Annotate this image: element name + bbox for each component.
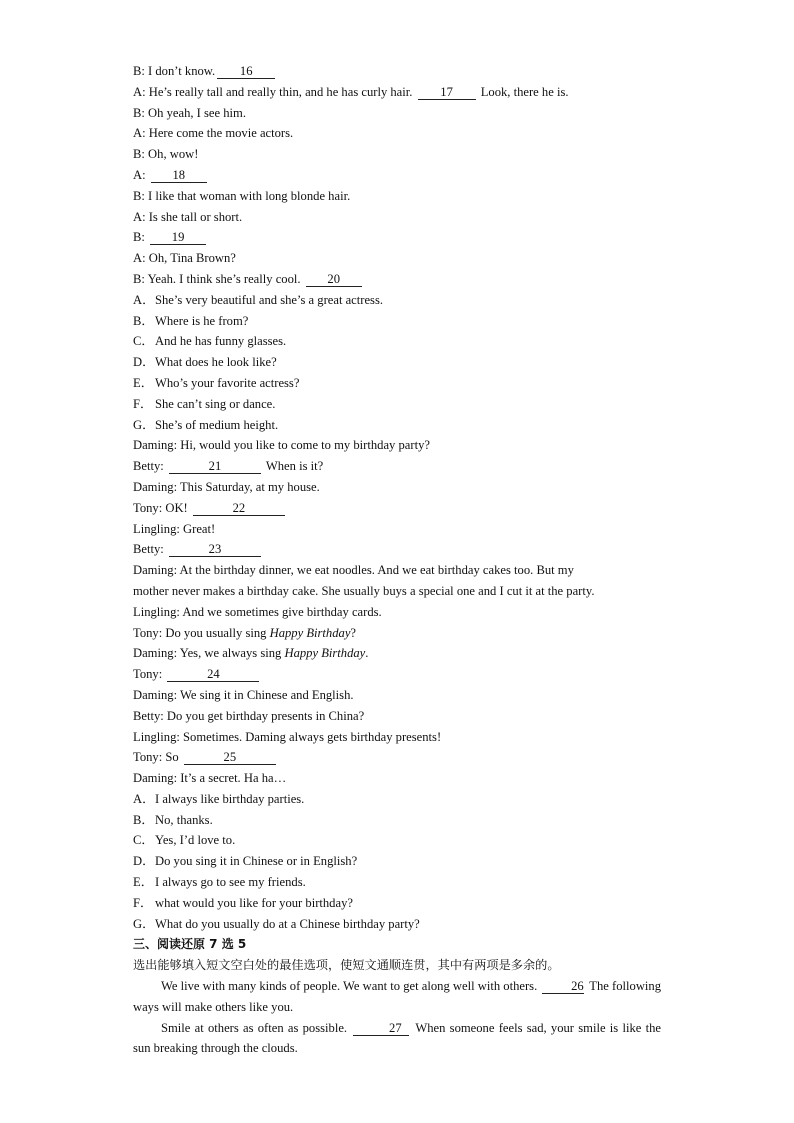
dialogue-2 bbox=[133, 435, 661, 789]
option-item bbox=[133, 851, 661, 872]
dialogue-line: Daming: Hi, would you like to come to my birthday party? bbox=[133, 438, 430, 453]
option-text: What do you usually do at a Chinese birthday party? bbox=[155, 916, 420, 931]
line-text: A: Oh, Tina Brown? bbox=[133, 251, 236, 266]
line-text: Daming: Yes, we always sing bbox=[133, 646, 285, 661]
paragraph-text: When someone feels sad, your smile is like the sun breaking through the clouds. bbox=[133, 1020, 661, 1056]
dialogue-line bbox=[133, 186, 661, 207]
line-text: . bbox=[365, 646, 369, 661]
answer-blank-21: 21 bbox=[169, 459, 261, 474]
option-text: She can’t sing or dance. bbox=[155, 396, 276, 411]
passage-paragraph bbox=[133, 1018, 661, 1060]
option-item bbox=[133, 810, 661, 831]
line-text: A: Here come the movie actors. bbox=[133, 126, 294, 141]
dialogue-line bbox=[133, 207, 661, 228]
line-text: B: I don’t know. bbox=[133, 64, 216, 78]
line-text: Tony: So bbox=[133, 750, 182, 765]
option-letter: A． bbox=[133, 292, 155, 307]
dialogue-line bbox=[133, 103, 661, 124]
answer-blank-22: 22 bbox=[193, 501, 285, 516]
option-text: She’s of medium height. bbox=[155, 417, 279, 432]
option-letter: G． bbox=[133, 916, 155, 931]
dialogue-line bbox=[133, 248, 661, 269]
song-title: Happy Birthday bbox=[284, 646, 366, 661]
option-item bbox=[133, 830, 661, 851]
line-text: Tony: Do you usually sing bbox=[133, 625, 270, 640]
line-text: Tony: OK! bbox=[133, 500, 191, 515]
dialogue-line bbox=[133, 498, 661, 519]
option-text: Who’s your favorite actress? bbox=[155, 375, 300, 390]
line-text: Tony: bbox=[133, 667, 166, 682]
line-text: ? bbox=[350, 625, 356, 640]
dialogue-line: Daming: It’s a secret. Ha ha… bbox=[133, 771, 287, 786]
dialogue-line bbox=[133, 82, 661, 103]
line-text: When is it? bbox=[262, 459, 324, 474]
option-letter: C． bbox=[133, 334, 154, 349]
answer-blank-19: 19 bbox=[150, 230, 206, 245]
dialogue-line bbox=[133, 61, 661, 82]
worksheet-page bbox=[133, 61, 661, 1059]
option-letter: A． bbox=[133, 791, 155, 806]
option-text: What does he look like? bbox=[155, 355, 277, 370]
answer-blank-26: 26 bbox=[542, 979, 584, 994]
option-text: Do you sing it in Chinese or in English? bbox=[155, 854, 358, 869]
option-text: Yes, I’d love to. bbox=[155, 833, 236, 848]
dialogue-line bbox=[133, 227, 661, 248]
line-text: A: bbox=[133, 167, 149, 182]
line-text: A: Is she tall or short. bbox=[133, 209, 243, 224]
dialogue-line bbox=[133, 165, 661, 186]
options-list-2 bbox=[133, 789, 661, 935]
option-text: She’s very beautiful and she’s a great actress. bbox=[155, 292, 384, 307]
answer-blank-18: 18 bbox=[151, 168, 207, 183]
song-title: Happy Birthday bbox=[269, 625, 351, 640]
option-text: what would you like for your birthday? bbox=[155, 895, 353, 910]
dialogue-line bbox=[133, 539, 661, 560]
option-letter: D． bbox=[133, 854, 155, 869]
dialogue-line bbox=[133, 664, 661, 685]
section-heading: 三、阅读还原 7 选 5 bbox=[133, 937, 247, 952]
answer-blank-27: 27 bbox=[353, 1021, 409, 1036]
answer-blank-24: 24 bbox=[167, 667, 259, 682]
line-text: Look, there he is. bbox=[477, 84, 569, 99]
dialogue-line bbox=[133, 643, 661, 664]
option-item bbox=[133, 914, 661, 935]
option-item bbox=[133, 893, 661, 914]
answer-blank-16: 16 bbox=[217, 64, 275, 79]
dialogue-line: Lingling: And we sometimes give birthday cards. bbox=[133, 604, 382, 619]
option-text: And he has funny glasses. bbox=[155, 334, 287, 349]
option-letter: B． bbox=[133, 812, 154, 827]
line-text: B: Oh yeah, I see him. bbox=[133, 105, 246, 120]
option-item bbox=[133, 290, 661, 311]
dialogue-line: Lingling: Sometimes. Daming always gets birthday presents! bbox=[133, 729, 442, 744]
option-item bbox=[133, 373, 661, 394]
paragraph-text: The following ways will make others like you. bbox=[133, 979, 662, 1014]
option-item bbox=[133, 311, 661, 332]
dialogue-line: mother never makes a birthday cake. She usually buys a special one and I cut it at the party. bbox=[133, 583, 595, 598]
option-letter: D． bbox=[133, 355, 155, 370]
dialogue-line bbox=[133, 623, 661, 644]
option-text: Where is he from? bbox=[155, 313, 249, 328]
passage-paragraph bbox=[133, 976, 661, 1018]
line-text: Betty: bbox=[133, 542, 167, 557]
dialogue-line: Daming: We sing it in Chinese and English. bbox=[133, 687, 354, 702]
line-text: B: bbox=[133, 230, 149, 245]
option-item bbox=[133, 872, 661, 893]
answer-blank-17: 17 bbox=[418, 85, 476, 100]
option-letter: B． bbox=[133, 313, 154, 328]
answer-blank-25: 25 bbox=[184, 750, 276, 765]
paragraph-text: Smile at others as often as possible. bbox=[161, 1020, 352, 1035]
options-list-1 bbox=[133, 290, 661, 436]
dialogue-line bbox=[133, 456, 661, 477]
line-text: A: He’s really tall and really thin, and he has curly hair. bbox=[133, 84, 416, 99]
dialogue-1 bbox=[133, 61, 661, 290]
dialogue-line: Daming: At the birthday dinner, we eat noodles. And we eat birthday cakes too. But my bbox=[133, 563, 574, 578]
answer-blank-20: 20 bbox=[306, 272, 362, 287]
section-3 bbox=[133, 934, 661, 1059]
section-instruction: 选出能够填入短文空白处的最佳选项，使短文通顺连贯，其中有两项是多余的。 bbox=[133, 958, 560, 973]
option-text: No, thanks. bbox=[155, 812, 213, 827]
dialogue-line bbox=[133, 269, 661, 290]
dialogue-line bbox=[133, 144, 661, 165]
dialogue-line: Betty: Do you get birthday presents in China? bbox=[133, 708, 365, 723]
option-letter: E． bbox=[133, 875, 154, 890]
dialogue-line bbox=[133, 123, 661, 144]
option-letter: F． bbox=[133, 895, 153, 910]
line-text: B: I like that woman with long blonde hair. bbox=[133, 188, 351, 203]
option-letter: G． bbox=[133, 417, 155, 432]
option-text: I always go to see my friends. bbox=[155, 875, 306, 890]
option-item bbox=[133, 394, 661, 415]
line-text: Betty: bbox=[133, 459, 167, 474]
option-item bbox=[133, 415, 661, 436]
dialogue-line bbox=[133, 747, 661, 768]
option-text: I always like birthday parties. bbox=[155, 791, 305, 806]
paragraph-text: We live with many kinds of people. We want to get along well with others. bbox=[161, 979, 541, 994]
dialogue-line: Lingling: Great! bbox=[133, 521, 216, 536]
option-item bbox=[133, 789, 661, 810]
dialogue-line: Daming: This Saturday, at my house. bbox=[133, 479, 320, 494]
option-item bbox=[133, 352, 661, 373]
option-letter: F． bbox=[133, 396, 153, 411]
option-letter: E． bbox=[133, 375, 154, 390]
answer-blank-23: 23 bbox=[169, 542, 261, 557]
line-text: B: Yeah. I think she’s really cool. bbox=[133, 271, 304, 286]
option-item bbox=[133, 331, 661, 352]
option-letter: C． bbox=[133, 833, 154, 848]
line-text: B: Oh, wow! bbox=[133, 147, 199, 162]
